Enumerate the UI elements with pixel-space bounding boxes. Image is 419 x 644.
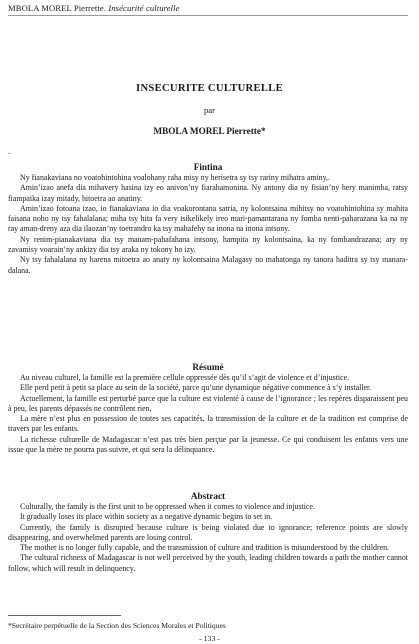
section-abstract — [8, 491, 408, 574]
byline-par: par — [204, 105, 215, 115]
paragraph: The cultural richness of Madagascar is not well perceived by the youth, leading children towards a path the mother cannot follow, which will result in delinquency. — [8, 553, 408, 573]
paragraph: Au niveau culturel, la famille est la première cellule oppressée dès qu’il s’agit de violence et d’injustice. — [20, 373, 350, 382]
stray-dot: . — [8, 146, 11, 156]
article-title: INSECURITE CULTURELLE — [136, 83, 283, 94]
paragraph: Ny fianakaviana no voatohintohina voalohany raha misy ny herisetra sy tsy rariny mihatra aminy,. — [20, 173, 330, 182]
paragraph: La mère n’est plus en possession de toutes ses capacités, la transmission de la culture et de la tradition est comprise de travers par les enfants. — [8, 414, 408, 434]
paragraph: La richesse culturelle de Madagascar n’est pas très bien perçue par la jeunesse. Ce qui conduisent les enfants vers une issue que la mère ne pourra pas suivre, et qui sera la délinquance. — [8, 434, 408, 455]
running-head — [8, 3, 180, 13]
running-head-title: Insécurité culturelle — [108, 3, 180, 13]
paragraph: Amin’izao anefa dia mihavery hasina izy eo anivon’ny fiarahamonina. Ny antony dia ny fisian’ny hery manimba, ratsy fiampaika izay mitady, hitoetra ao anatiny. — [8, 183, 408, 203]
paragraph: Ny tsy fahalalana ny harena mitoetra ao anaty ny kolontsaina Malagasy no mahatonga ny tanora haditra sy tsy manara-dalana. — [8, 255, 408, 275]
header-divider — [8, 15, 408, 16]
paragraph: Currently, the family is disrupted because culture is being violated due to ignorance; reference points are slowly disappearing, and overwhelmed parents are losing control. — [8, 522, 408, 542]
running-head-author: MBOLA MOREL Pierrette. — [8, 3, 107, 13]
article-author: MBOLA MOREL Pierrette* — [153, 126, 266, 136]
section-fintina — [8, 162, 408, 276]
section-heading: Abstract — [190, 491, 226, 501]
paragraph: Actuellement, la famille est perturbé parce que la culture est violenté à cause de l’ignorance ; les repères disparaissent peu à peu, les parents dépassés ne contrôlent rien, — [8, 393, 408, 413]
section-heading: Fintina — [193, 162, 223, 172]
section-heading: Résumé — [192, 362, 224, 372]
paragraph: Ny renim-pianakaviana dia tsy manam-pahafahana intsony, hampita ny kolontsaina, ka ny fombandrazana; ary ny zavamisy voarain’ny ankizy dia tsy araka ny tokony ho izy. — [8, 234, 408, 255]
paragraph: Culturally, the family is the first unit to be oppressed when it comes to violence and injustice. — [20, 502, 315, 511]
footnote: *Secrétaire perpétuelle de la Section des Sciences Morales et Politiques — [8, 621, 226, 630]
paragraph: Amin’izao fotoana izao, io fianakaviana io dia voakorontana satria, ny kolontsaina mihitsy no voatohintohina sy mahita faisana noho ny tsy fahalalana; miha tsy hita fa very tsikelikely ireo mari-pamantarana ny fomba nenti-paharazana ka na ny ray aman-dreny aza dia ilaozan’ny toetrandro ka tsy mahafehy na inona na inona intsony. — [8, 203, 408, 234]
footnote-divider — [8, 615, 121, 616]
paragraph: The mother is no longer fully capable, and the transmission of culture and tradition is misunderstood by the children. — [20, 543, 390, 553]
paragraph: It gradually loses its place within society as a negative dynamic begins to set in. — [20, 512, 273, 522]
page-number: - 133 - — [199, 634, 220, 643]
section-resume — [8, 362, 408, 455]
paragraph: Elle perd petit à petit sa place au sein de la société, parce qu’une dynamique négative commence à s’y installer. — [20, 383, 372, 393]
